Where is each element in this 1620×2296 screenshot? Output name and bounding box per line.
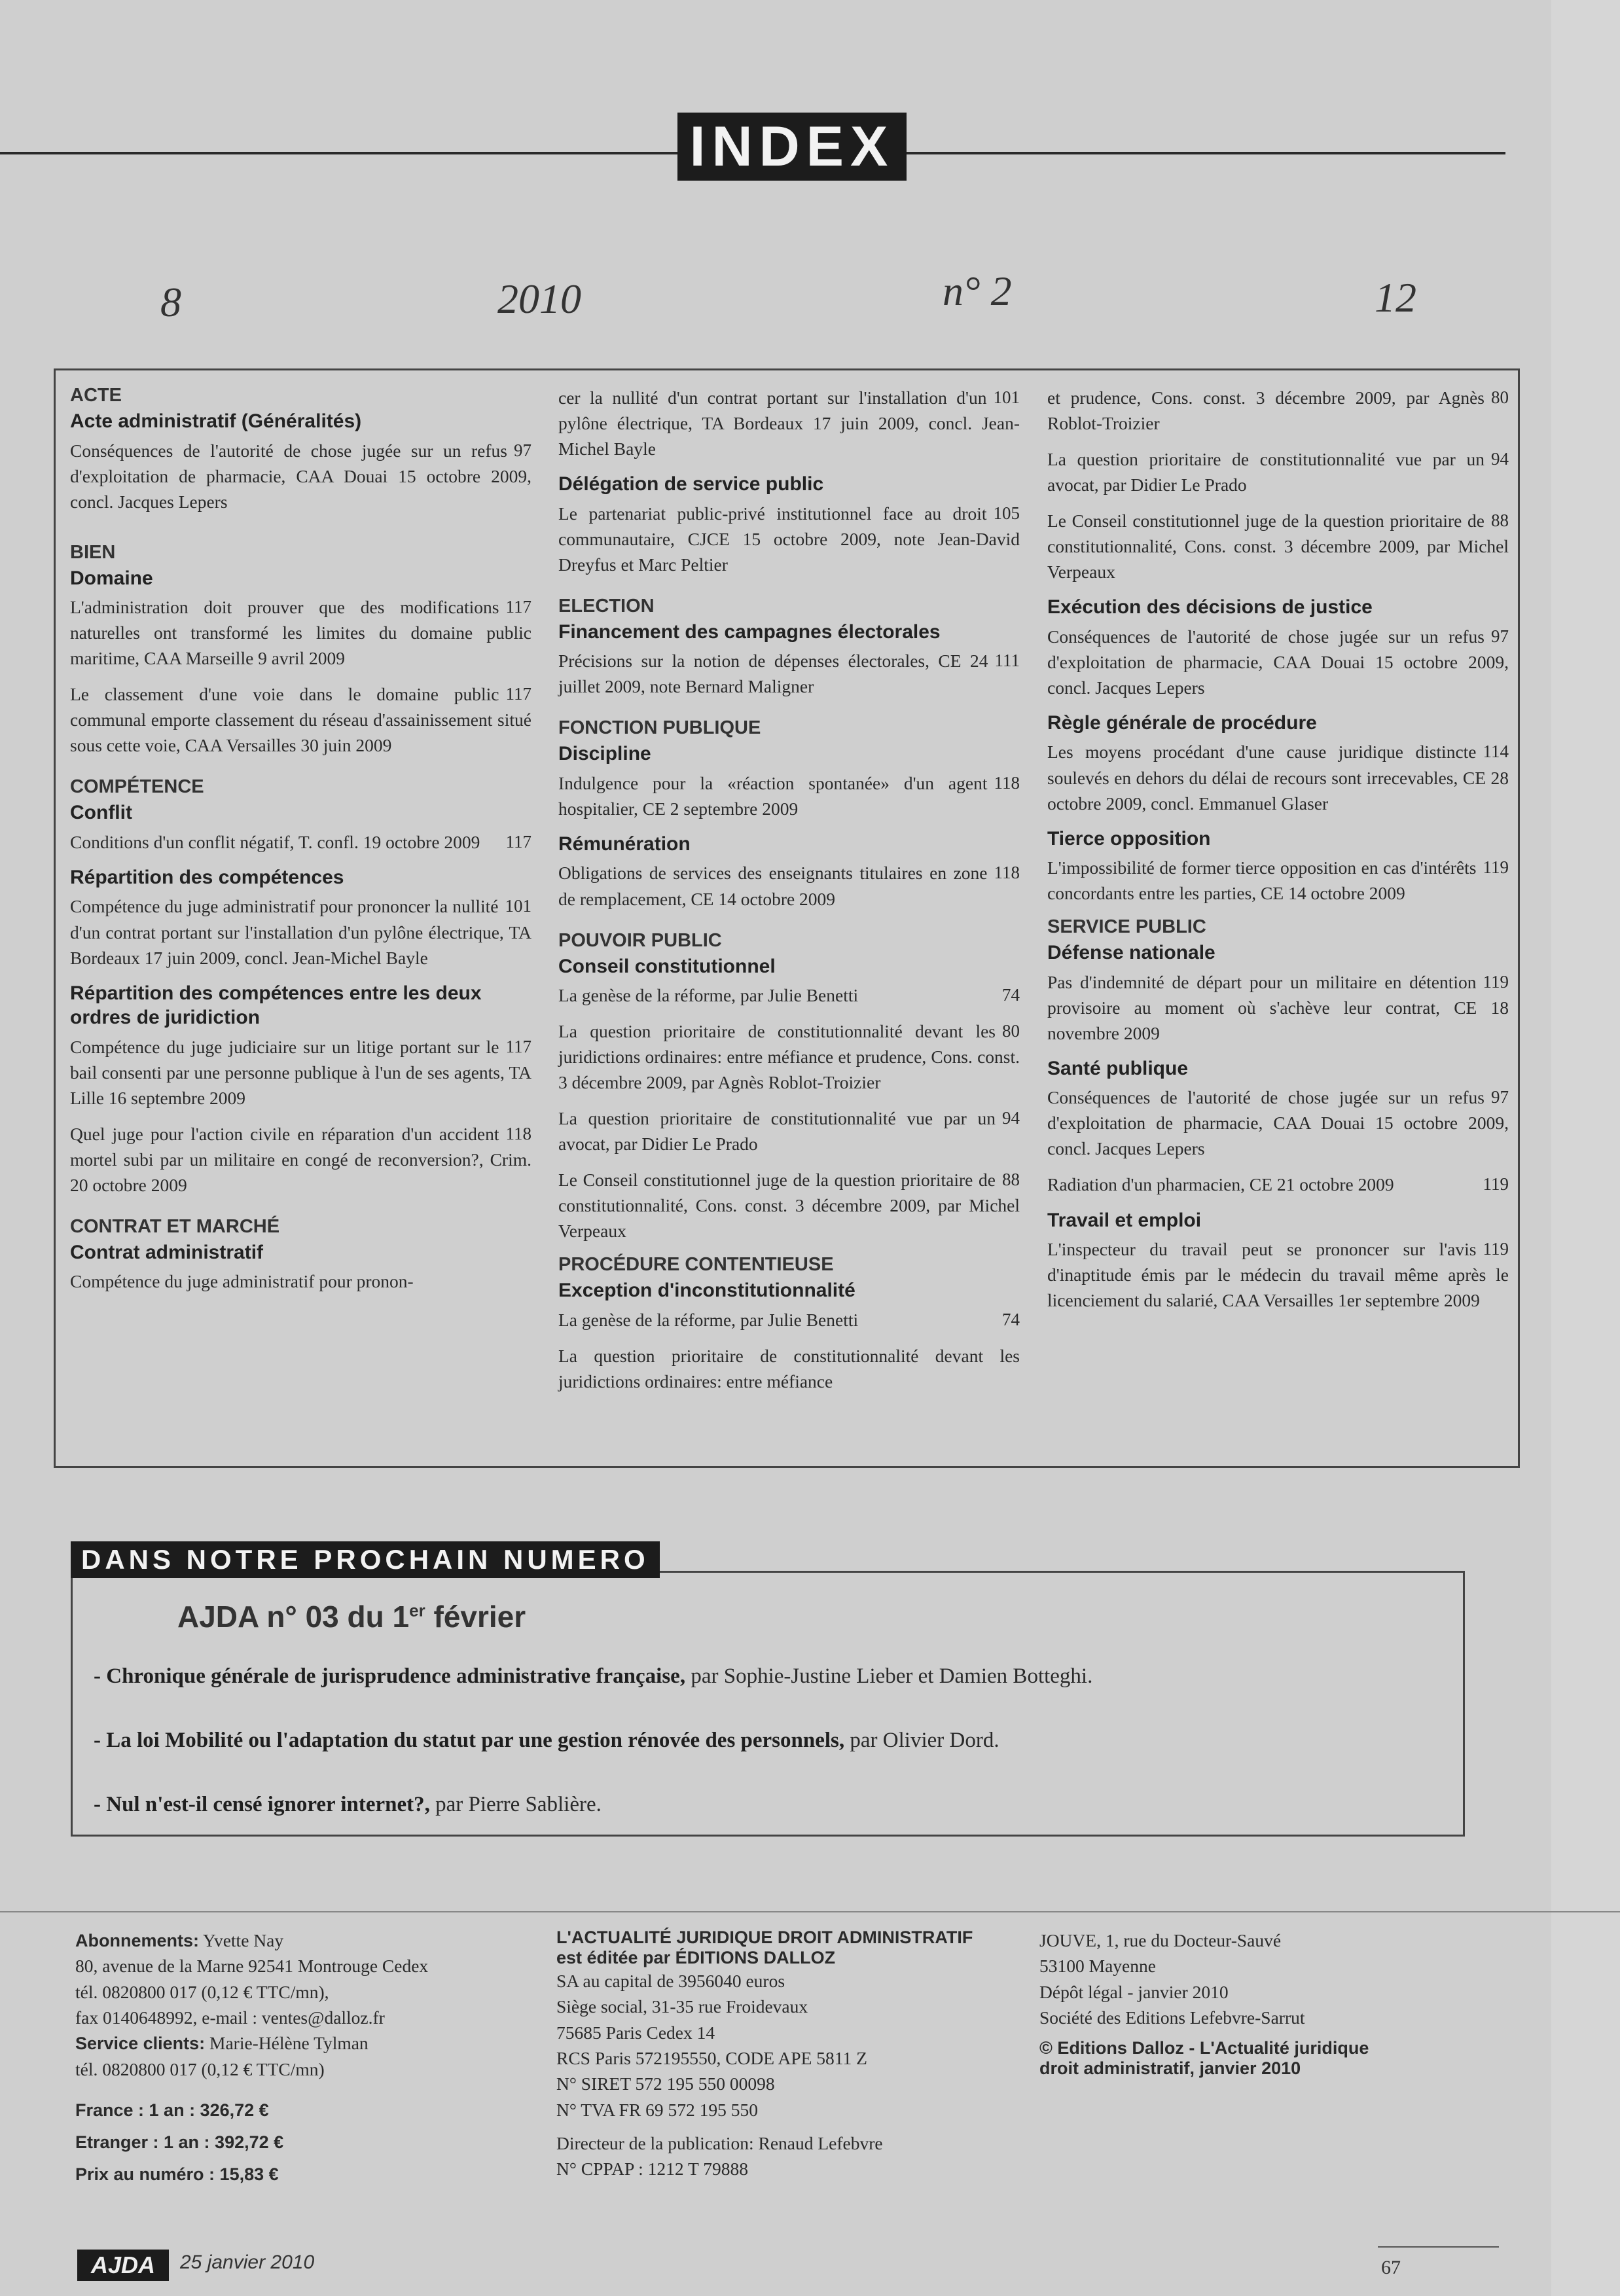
page-number: 117 bbox=[505, 597, 531, 617]
page-number: 88 bbox=[1002, 1170, 1020, 1190]
index-column-2 bbox=[558, 385, 1020, 1405]
page-number: 88 bbox=[1491, 511, 1509, 531]
subscription-info: Abonnements: Yvette Nay 80, avenue de la Marne 92541 Montrouge Cedex tél. 0820800 017 (0,12 € TTC/mn), fax 0140648992, e-mail : ventes@dalloz.fr Service clients: Marie-Hélène Tylman tél. 0820800 017 (0,12 € TTC/mn) France : 1 an : 326,72 € Etranger : 1 an : 392,72 € Prix au numéro : 15,83 € bbox=[75, 1928, 533, 2185]
page-number: 117 bbox=[505, 1036, 531, 1056]
index-subheading: Rémunération bbox=[558, 833, 691, 855]
price-issue: Prix au numéro : 15,83 € bbox=[75, 2164, 279, 2184]
index-column-3 bbox=[1047, 385, 1509, 1323]
index-entry: 117 L'administration doit prouver que des modifications naturelles ont transformé les limites du domaine public maritime, CAA Marseille 9 avril 2009 bbox=[70, 594, 531, 671]
index-entry: 94 La question prioritaire de constitutionnalité vue par un avocat, par Didier Le Prado bbox=[1047, 446, 1509, 497]
index-subheading: Discipline bbox=[558, 743, 651, 765]
issue-date: 25 janvier 2010 bbox=[180, 2251, 315, 2273]
index-section: SERVICE PUBLIC bbox=[1047, 916, 1206, 938]
index-subheading: Délégation de service public bbox=[558, 473, 824, 495]
index-subheading: Répartition des compétences bbox=[70, 866, 344, 888]
index-entry: 97 Conséquences de l'autorité de chose jugée sur un refus d'exploitation de pharmacie, CAA Douai 15 octobre 2009, concl. Jacques Lepers bbox=[1047, 624, 1509, 700]
index-entry: 105 Le partenariat public-privé institutionnel face au droit communautaire, CJCE 15 octobre 2009, note Jean-David Dreyfus et Marc Peltier bbox=[558, 501, 1020, 577]
index-section: ELECTION bbox=[558, 595, 655, 617]
index-subheading: Acte administratif (Généralités) bbox=[70, 410, 362, 432]
index-subheading: Conseil constitutionnel bbox=[558, 955, 776, 977]
index-subheading: Règle générale de procédure bbox=[1047, 711, 1317, 734]
page-number: 101 bbox=[993, 387, 1020, 407]
index-section: BIEN bbox=[70, 541, 116, 563]
index-subheading: Contrat administratif bbox=[70, 1241, 264, 1263]
next-issue-title: AJDA n° 03 du 1er février bbox=[177, 1600, 526, 1634]
index-entry: La question prioritaire de constitutionnalité devant les juridictions ordinaires: entre méfiance bbox=[558, 1346, 1020, 1392]
page-number: 74 bbox=[1002, 985, 1020, 1005]
index-entry: 74 La genèse de la réforme, par Julie Benetti bbox=[558, 982, 1020, 1008]
page-number: 80 bbox=[1491, 387, 1509, 407]
index-subheading: Exécution des décisions de justice bbox=[1047, 596, 1373, 619]
index-section: CONTRAT ET MARCHÉ bbox=[70, 1215, 280, 1237]
index-subheading: Santé publique bbox=[1047, 1057, 1189, 1079]
footer-rule bbox=[0, 1911, 1620, 1912]
index-entry: 119 L'impossibilité de former tierce opposition en cas d'intérêts concordants entre les parties, CE 14 octobre 2009 bbox=[1047, 855, 1509, 906]
next-issue-item: - La loi Mobilité ou l'adaptation du statut par une gestion rénovée des personnels, par Olivier Dord. bbox=[94, 1729, 999, 1752]
index-section: ACTE bbox=[70, 385, 122, 406]
page-number: 97 bbox=[1491, 1087, 1509, 1107]
index-subheading: Exception d'inconstitutionnalité bbox=[558, 1280, 855, 1302]
index-subheading: Financement des campagnes électorales bbox=[558, 620, 941, 643]
page-number: 119 bbox=[1483, 971, 1509, 992]
next-issue-item: - Nul n'est-il censé ignorer internet?, par Pierre Sablière. bbox=[94, 1793, 602, 1816]
index-entry: 118 Indulgence pour la «réaction spontanée» d'un agent hospitalier, CE 2 septembre 2009 bbox=[558, 770, 1020, 821]
index-section: FONCTION PUBLIQUE bbox=[558, 717, 761, 739]
index-entry: 119 Pas d'indemnité de départ pour un militaire en détention provisoire au moment où s'achève leur contrat, CE 18 novembre 2009 bbox=[1047, 969, 1509, 1046]
page-number: 119 bbox=[1483, 857, 1509, 878]
index-entry: 80 et prudence, Cons. const. 3 décembre 2009, par Agnès Roblot-Troizier bbox=[1047, 385, 1509, 436]
page-number: 111 bbox=[994, 651, 1020, 671]
index-entry: 97 Conséquences de l'autorité de chose jugée sur un refus d'exploitation de pharmacie, CAA Douai 15 octobre 2009, concl. Jacques Lepers bbox=[1047, 1085, 1509, 1161]
index-subheading: Domaine bbox=[70, 567, 153, 589]
index-entry: 117 Compétence du juge judiciaire sur un litige portant sur le bail consenti par une personne publique à l'un de ses agents, TA Lille 16 septembre 2009 bbox=[70, 1034, 531, 1111]
page-number: 97 bbox=[1491, 626, 1509, 646]
index-entry: 114 Les moyens procédant d'une cause juridique distincte soulevés en dehors du délai de recours sont irrecevables, CE 28 octobre 2009, concl. Emmanuel Glaser bbox=[1047, 739, 1509, 816]
index-entry: 74 La genèse de la réforme, par Julie Benetti bbox=[558, 1307, 1020, 1333]
page-number: 118 bbox=[994, 863, 1020, 883]
index-section: PROCÉDURE CONTENTIEUSE bbox=[558, 1254, 834, 1276]
page-number: 105 bbox=[993, 503, 1020, 523]
index-subheading: Conflit bbox=[70, 802, 132, 824]
handwritten-note: 8 bbox=[160, 279, 181, 325]
index-entry: 117 Conditions d'un conflit négatif, T. confl. 19 octobre 2009 bbox=[70, 829, 531, 855]
page-number: 117 bbox=[505, 684, 531, 704]
page-number-rule bbox=[1378, 2246, 1499, 2248]
page-number: 114 bbox=[1483, 742, 1509, 762]
page-number: 94 bbox=[1491, 449, 1509, 469]
handwritten-note: 12 bbox=[1375, 274, 1416, 321]
index-subheading: Répartition des compétences entre les deux ordres de juridiction bbox=[70, 982, 482, 1029]
index-entry: Compétence du juge administratif pour pronon- bbox=[70, 1271, 414, 1292]
index-section: COMPÉTENCE bbox=[70, 776, 204, 798]
page-number: 101 bbox=[505, 896, 531, 916]
page-number: 94 bbox=[1002, 1108, 1020, 1128]
index-entry: 117 Le classement d'une voie dans le domaine public communal emporte classement du réseau d'assainissement situé sous cette voie, CAA Versailles 30 juin 2009 bbox=[70, 681, 531, 758]
page-number: 74 bbox=[1002, 1309, 1020, 1329]
page-number: 118 bbox=[994, 772, 1020, 793]
ajda-logo: AJDA bbox=[77, 2250, 169, 2281]
publisher-info: L'ACTUALITÉ JURIDIQUE DROIT ADMINISTRATIF est éditée par ÉDITIONS DALLOZ SA au capital de 3956040 euros Siège social, 31-35 rue Froidevaux 75685 Paris Cedex 14 RCS Paris 572195550, CODE APE 5811 Z N° SIRET 572 195 550 00098 N° TVA FR 69 572 195 550 Directeur de la publication: Renaud Lefebvre N° CPPAP : 1212 T 79888 bbox=[556, 1928, 973, 2179]
index-subheading: Défense nationale bbox=[1047, 942, 1215, 964]
page-number-footer: 67 bbox=[1381, 2257, 1401, 2278]
index-section: POUVOIR PUBLIC bbox=[558, 929, 722, 951]
index-entry: 80 La question prioritaire de constitutionnalité devant les juridictions ordinaires: entre méfiance et prudence, Cons. const. 3 décembre 2009, par Agnès Roblot-Troizier bbox=[558, 1018, 1020, 1095]
page-number: 119 bbox=[1483, 1239, 1509, 1259]
next-issue-banner: DANS NOTRE PROCHAIN NUMERO bbox=[71, 1541, 660, 1578]
index-entry: 118 Obligations de services des enseignants titulaires en zone de remplacement, CE 14 octobre 2009 bbox=[558, 860, 1020, 911]
index-entry: 97 Conséquences de l'autorité de chose jugée sur un refus d'exploitation de pharmacie, CAA Douai 15 octobre 2009, concl. Jacques Lepers bbox=[70, 438, 531, 514]
handwritten-note: 2010 bbox=[497, 276, 581, 322]
index-entry: 119 Radiation d'un pharmacien, CE 21 octobre 2009 bbox=[1047, 1172, 1509, 1197]
price-france: France : 1 an : 326,72 € bbox=[75, 2100, 269, 2120]
index-entry: 111 Précisions sur la notion de dépenses électorales, CE 24 juillet 2009, note Bernard Maligner bbox=[558, 648, 1020, 699]
index-entry: 94 La question prioritaire de constitutionnalité vue par un avocat, par Didier Le Prado bbox=[558, 1105, 1020, 1157]
index-column-1 bbox=[70, 385, 531, 1304]
page-number: 119 bbox=[1483, 1174, 1509, 1194]
handwritten-note: n° 2 bbox=[943, 268, 1012, 314]
page-title: INDEX bbox=[677, 113, 907, 181]
index-entry: 88 Le Conseil constitutionnel juge de la question prioritaire de constitutionnalité, Cons. const. 3 décembre 2009, par Michel Verpeaux bbox=[558, 1167, 1020, 1244]
printer-info: JOUVE, 1, rue du Docteur-Sauvé 53100 Mayenne Dépôt légal - janvier 2010 Société des Editions Lefebvre-Sarrut © Editions Dalloz - L'Actualité juridique droit administratif, janvier 2010 bbox=[1039, 1930, 1369, 2079]
index-subheading: Travail et emploi bbox=[1047, 1209, 1202, 1231]
index-box bbox=[54, 368, 1520, 1468]
next-issue-box bbox=[71, 1571, 1465, 1837]
page-edge-shadow bbox=[1551, 0, 1620, 2296]
price-etranger: Etranger : 1 an : 392,72 € bbox=[75, 2132, 284, 2152]
index-entry: 88 Le Conseil constitutionnel juge de la question prioritaire de constitutionnalité, Cons. const. 3 décembre 2009, par Michel Verpeaux bbox=[1047, 508, 1509, 584]
index-entry: 101 Compétence du juge administratif pour prononcer la nullité d'un contrat portant sur l'installation d'un pylône électrique, TA Bordeaux 17 juin 2009, concl. Jean-Michel Bayle bbox=[70, 893, 531, 970]
page-number: 97 bbox=[514, 440, 531, 460]
page-number: 80 bbox=[1002, 1021, 1020, 1041]
page-number: 118 bbox=[505, 1123, 531, 1143]
index-entry: 118 Quel juge pour l'action civile en réparation d'un accident mortel subi par un militaire en congé de reconversion?, Crim. 20 octobre 2009 bbox=[70, 1121, 531, 1198]
next-issue-item: - Chronique générale de jurisprudence administrative française, par Sophie-Justine Lieber et Damien Botteghi. bbox=[94, 1664, 1093, 1688]
page-number: 117 bbox=[505, 831, 531, 852]
index-entry: 119 L'inspecteur du travail peut se prononcer sur l'avis d'inaptitude émis par le médecin du travail même après le licenciement du salarié, CAA Versailles 1er septembre 2009 bbox=[1047, 1236, 1509, 1313]
index-subheading: Tierce opposition bbox=[1047, 827, 1211, 850]
index-entry: 101 cer la nullité d'un contrat portant sur l'installation d'un pylône électrique, TA Bordeaux 17 juin 2009, concl. Jean-Michel Bayle bbox=[558, 385, 1020, 461]
